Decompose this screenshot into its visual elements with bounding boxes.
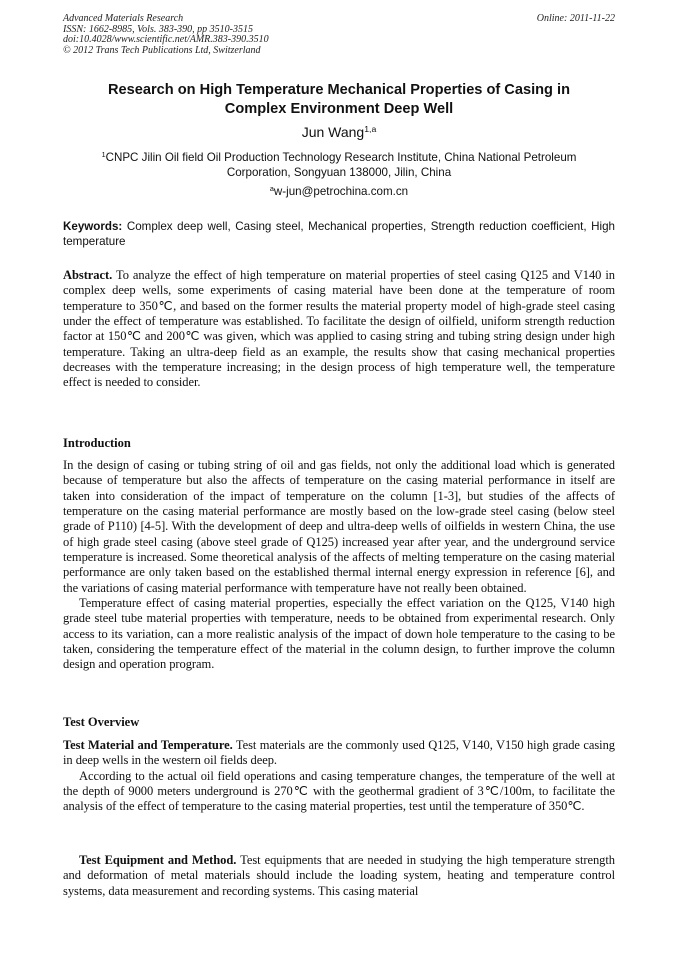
title-line-1: Research on High Temperature Mechanical Properties of Casing in: [108, 82, 570, 98]
copyright-line: © 2012 Trans Tech Publications Ltd, Switzerland: [63, 44, 261, 56]
journal-name: Advanced Materials Research: [63, 13, 184, 24]
keywords-text: Complex deep well, Casing steel, Mechanical properties, Strength reduction coefficient, High temperature: [63, 220, 615, 248]
test-material-label: Test Material and Temperature.: [63, 738, 233, 752]
test-material-text: Test materials are the commonly used Q125, V140, V150 high grade casing in deep wells in the western oil fields deep.: [63, 738, 615, 768]
journal-header: [63, 14, 615, 56]
affiliation-line-1: CNPC Jilin Oil field Oil Production Technology Research Institute, China National Petroleum: [105, 151, 577, 164]
affiliation: [63, 150, 615, 180]
paper-title: [63, 81, 615, 119]
test-overview-heading: Test Overview: [63, 715, 140, 729]
abstract-text: To analyze the effect of high temperature on material properties of steel casing Q125 and V140 in complex deep wells, some experiments of casing material have been done at the temperature of room temperature to 350℃, and based on the former results the material property model of high-grade steel casing under the effect of temperature was established. To facilitate the design of oilfield, uniform strength reduction factor at 150℃ and 200℃ was given, which was applied to casing string and tubing string design under high temperature. Taking an ultra-deep field as an example, the results show that casing mechanical properties decreases with the temperature increasing; in the design process of high temperature well, the temperature effect is needed to consider.: [63, 268, 615, 390]
test-equipment-text: Test equipments that are needed in studying the high temperature strength and deformation of metal materials should include the loading system, heating and temperature control systems, data measurement and recording systems. This casing material: [63, 853, 616, 898]
introduction-heading: Introduction: [63, 436, 131, 450]
online-date: Online: 2011-11-22: [536, 13, 615, 24]
author-line: [63, 124, 615, 141]
introduction-paragraph-2: Temperature effect of casing material properties, especially the effect variation on the Q125, V140 high grade steel tube material properties with temperature, needs to be obtained from experimental research. Only access to its variation, can a more realistic analysis of the impact of down hole temperature to the casing to be taken, considering the temperature effect of the material in the column design, to further improve the column design and operation program.: [63, 596, 615, 672]
issn-line: ISSN: 1662-8985, Vols. 383-390, pp 3510-3515: [63, 23, 253, 35]
author-superscript: 1,a: [364, 124, 377, 134]
doi-line: doi:10.4028/www.scientific.net/AMR.383-390.3510: [63, 34, 269, 45]
test-material-paragraph: [63, 738, 615, 769]
keywords-label: Keywords:: [63, 220, 123, 233]
author-name: Jun Wang: [301, 124, 365, 140]
test-overview-body: [63, 738, 615, 815]
email-address: w-jun@petrochina.com.cn: [273, 185, 409, 198]
introduction-paragraph-1: In the design of casing or tubing string of oil and gas fields, not only the additional load which is generated because of temperature but also the affects of temperature on the casing material performance in itself are taken into consideration of the impact of temperature on the column [1-3], but studies of the affects of temperature on the casing material performance are mostly based on the low-grade steel casing (below steel grade of P110) [4-5]. With the development of deep and ultra-deep wells of oilfields in western China, the use of high grade steel casing (above steel grade of Q125) increased year after year, and the underground service temperature is increased. Some theoretical analysis of the affects of melting temperature on the casing material performance are only taken based on the established thermal internal energy expression in reference [6], and the variations of casing material performance with temperature have not really been obtained.: [63, 458, 615, 595]
abstract-label: Abstract.: [63, 268, 113, 282]
test-equipment-paragraph: [63, 853, 615, 899]
affiliation-superscript: 1: [101, 150, 106, 159]
temperature-paragraph: According to the actual oil field operations and casing temperature changes, the temperature of the well at the depth of 9000 meters underground is 270℃ with the geothermal gradient of 3℃/100m, to facilitate the analysis of the effect of temperature to the casing material properties, test until the temperature of 350℃.: [63, 768, 615, 814]
keywords: [63, 220, 615, 249]
introduction-body: [63, 458, 615, 673]
affiliation-line-2: Corporation, Songyuan 138000, Jilin, China: [226, 166, 452, 179]
author-email: [63, 185, 615, 199]
title-line-2: Complex Environment Deep Well: [224, 101, 454, 117]
abstract: [63, 268, 615, 391]
test-equipment-label: Test Equipment and Method.: [79, 853, 237, 867]
email-superscript: a: [269, 184, 274, 193]
